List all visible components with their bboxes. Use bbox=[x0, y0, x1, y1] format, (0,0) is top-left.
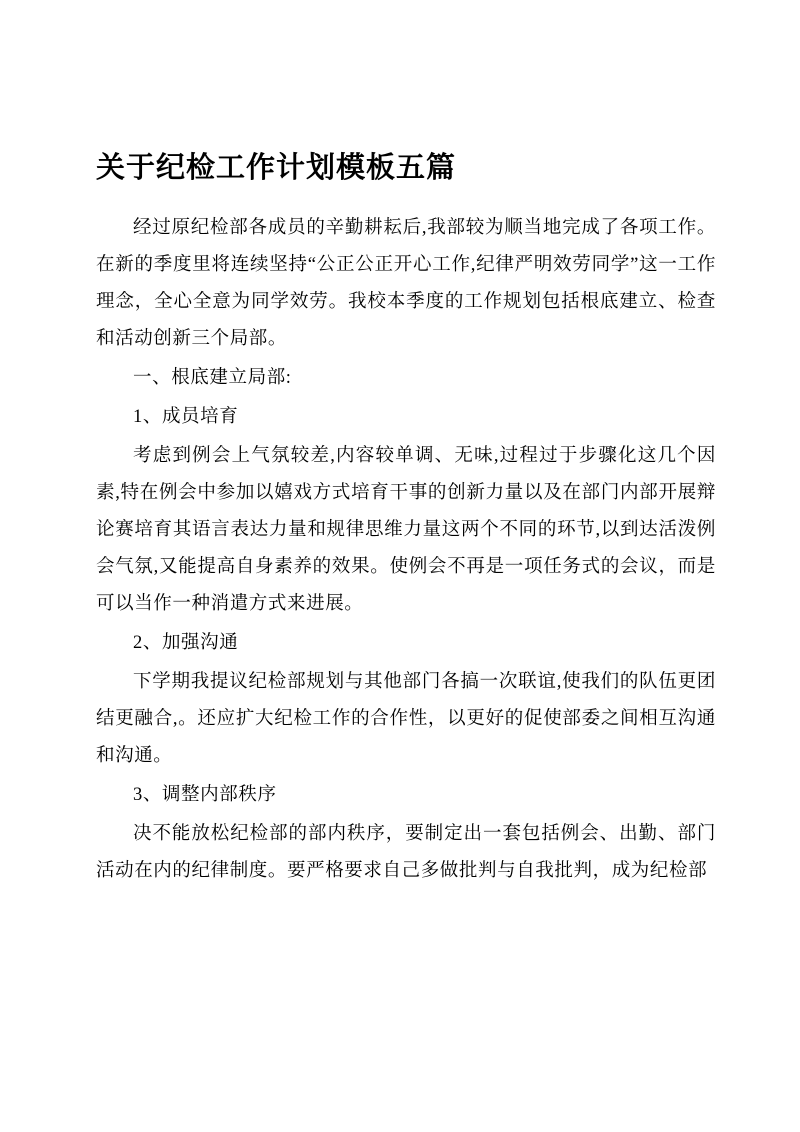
paragraph-2: 一、根底建立局部: bbox=[133, 367, 292, 388]
paragraph-3: 1、成员培育 bbox=[133, 406, 239, 427]
paragraph-6: 下学期我提议纪检部规划与其他部门各搞一次联谊,使我们的队伍更团结更融合,。还应扩大纪检工作的合作性，以更好的促使部委之间相互沟通和沟通。 bbox=[96, 671, 716, 766]
document-body bbox=[96, 150, 716, 932]
paragraph-7: 3、调整内部秩序 bbox=[133, 784, 277, 805]
page-title: 关于纪检工作计划模板五篇 bbox=[96, 152, 457, 184]
paragraph-8: 决不能放松纪检部的部内秩序，要制定出一套包括例会、出勤、部门活动在内的纪律制度。要严格要求自己多做批判与自我批判，成为纪检部 bbox=[96, 823, 716, 881]
paragraph-5: 2、加强沟通 bbox=[133, 632, 239, 653]
paragraph-1: 经过原纪检部各成员的辛勤耕耘后,我部较为顺当地完成了各项工作。在新的季度里将连续坚持“公正公正开心工作,纪律严明效劳同学”这一工作理念，全心全意为同学效劳。我校本季度的工作规划包括根底建立、检查和活动创新三个局部。 bbox=[96, 217, 716, 349]
page-bottom-spacer bbox=[96, 892, 716, 932]
paragraph-4: 考虑到例会上气氛较差,内容较单调、无味,过程过于步骤化这几个因素,特在例会中参加以嬉戏方式培育干事的创新力量以及在部门内部开展辩论赛培育其语言表达力量和规律思维力量这两个不同的环节,以到达活泼例会气氛,又能提高自身素养的效果。使例会不再是一项任务式的会议，而是可以当作一种消遣方式来进展。 bbox=[96, 445, 716, 614]
